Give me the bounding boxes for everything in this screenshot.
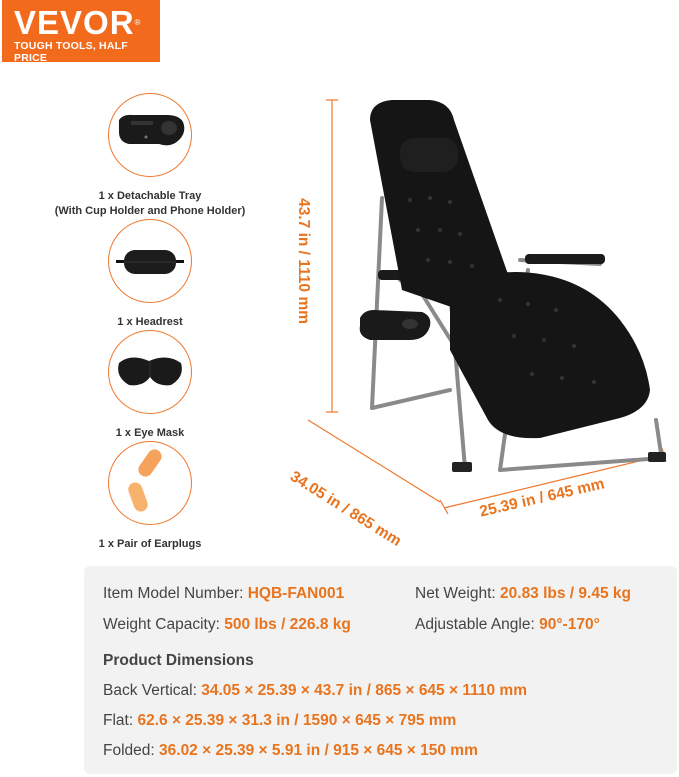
product-dimensions-title: Product Dimensions — [103, 652, 254, 669]
net-weight-value: 20.83 lbs / 9.45 kg — [500, 585, 631, 602]
spec-model: Item Model Number: HQB-FAN001 — [103, 585, 345, 602]
model-value: HQB-FAN001 — [247, 585, 345, 602]
width-dimension-label: 25.39 in / 645 mm — [478, 475, 607, 521]
registered-mark: ® — [134, 18, 142, 27]
headrest-icon — [108, 219, 192, 303]
spec-back-vertical: Back Vertical: 34.05 × 25.39 × 43.7 in / 865 × 645 × 1110 mm — [103, 682, 527, 699]
accessory-earplugs — [0, 441, 300, 552]
spec-flat: Flat: 62.6 × 25.39 × 31.3 in / 1590 × 645 × 795 mm — [103, 712, 457, 729]
accessory-headrest — [0, 219, 300, 330]
accessory-label: 1 x Detachable Tray (With Cup Holder and Phone Holder) — [54, 190, 246, 217]
spec-adjustable-angle: Adjustable Angle: 90°-170° — [415, 616, 600, 633]
accessory-eye-mask — [0, 330, 300, 441]
vevor-logo — [2, 0, 160, 62]
spec-net-weight: Net Weight: 20.83 lbs / 9.45 kg — [415, 585, 631, 602]
brand-name: VEVOR — [14, 4, 135, 41]
weight-capacity-value: 500 lbs / 226.8 kg — [224, 616, 351, 633]
eye-mask-icon — [108, 330, 192, 414]
accessory-label: 1 x Pair of Earplugs — [98, 538, 202, 550]
accessory-tray — [0, 93, 300, 219]
height-dimension-label: 43.7 in / 1110 mm — [294, 198, 312, 324]
spec-folded: Folded: 36.02 × 25.39 × 5.91 in / 915 × 645 × 150 mm — [103, 742, 478, 759]
specifications-panel — [84, 566, 677, 774]
adjustable-angle-value: 90°-170° — [539, 616, 600, 633]
earplugs-icon — [108, 441, 192, 525]
folded-value: 36.02 × 25.39 × 5.91 in / 915 × 645 × 150 mm — [159, 742, 478, 759]
brand-tagline: TOUGH TOOLS, HALF PRICE — [14, 40, 128, 64]
tray-icon — [108, 93, 192, 177]
accessory-label: 1 x Headrest — [117, 316, 183, 328]
back-vertical-value: 34.05 × 25.39 × 43.7 in / 865 × 645 × 1110 mm — [201, 682, 527, 699]
depth-dimension-label: 34.05 in / 865 mm — [286, 468, 405, 550]
flat-value: 62.6 × 25.39 × 31.3 in / 1590 × 645 × 795 mm — [137, 712, 457, 729]
spec-weight-capacity: Weight Capacity: 500 lbs / 226.8 kg — [103, 616, 351, 633]
accessory-label: 1 x Eye Mask — [115, 427, 185, 439]
recliner-chair-illustration — [300, 90, 679, 540]
